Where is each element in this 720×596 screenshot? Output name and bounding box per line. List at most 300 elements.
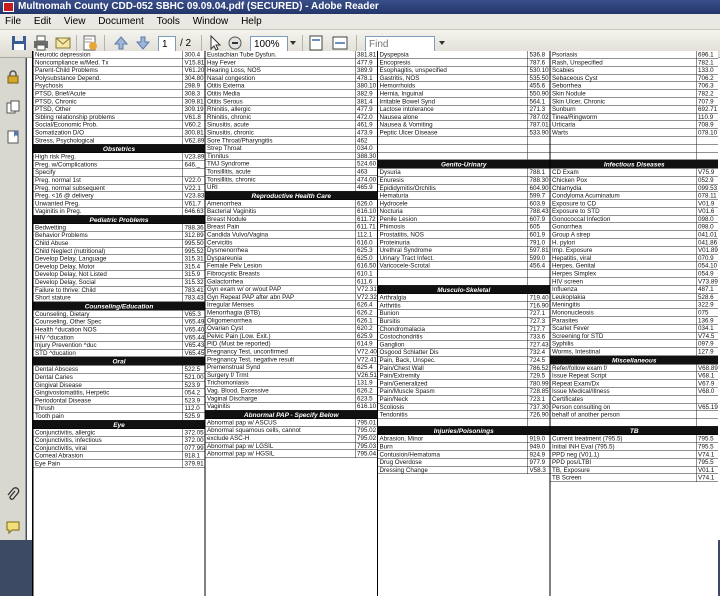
diagnosis-name: Condyloma Acuminatum — [552, 192, 620, 200]
email-icon[interactable] — [54, 34, 72, 52]
table-row — [551, 223, 719, 231]
diagnosis-code: 646._ — [183, 161, 205, 168]
menu-help[interactable]: Help — [241, 16, 262, 27]
table-row — [378, 247, 550, 255]
diagnosis-code: 995.52 — [184, 247, 204, 255]
save-icon[interactable] — [10, 34, 28, 52]
diagnosis-code — [528, 270, 550, 277]
diagnosis-name: Menorrhagia (BTB) — [207, 309, 261, 316]
diagnosis-name: Herpes, Genital — [552, 262, 596, 270]
code-column — [550, 51, 719, 596]
table-row — [34, 121, 205, 129]
table-row — [551, 466, 719, 474]
diagnosis-name: PID (Must be reported) — [207, 340, 271, 348]
diagnosis-name: Enuresis — [379, 176, 404, 184]
table-row — [551, 403, 719, 411]
menu-edit[interactable]: Edit — [33, 16, 52, 27]
diagnosis-code: 616.10 — [357, 207, 377, 215]
diagnosis-code: 782.2 — [696, 90, 718, 97]
table-row — [551, 293, 719, 301]
diagnosis-code: 610.1 — [355, 270, 377, 277]
diagnosis-code: 788.43 — [529, 207, 549, 215]
table-row — [378, 459, 550, 467]
diagnosis-name: Preg. normal 1st — [35, 176, 81, 184]
diagnosis-code: 625.0 — [355, 254, 377, 261]
diagnosis-code: 795.5 — [696, 459, 718, 466]
diagnosis-code: 626.2 — [355, 387, 377, 394]
table-row — [378, 90, 550, 98]
diagnosis-code: 918.1 — [183, 452, 205, 459]
diagnosis-code: 381.81 — [357, 51, 377, 58]
table-row — [34, 59, 205, 67]
diagnosis-code: 727.1 — [528, 310, 550, 317]
menu-bar — [0, 14, 720, 30]
diagnosis-code: 315.32 — [184, 278, 204, 286]
table-row — [551, 332, 719, 340]
diagnosis-name: Chicken Pox — [552, 176, 588, 184]
diagnosis-name — [378, 278, 528, 285]
zoom-out-icon[interactable] — [226, 34, 244, 52]
table-row — [551, 152, 719, 160]
diagnosis-name: Irritable Bowel Synd — [379, 97, 436, 105]
diagnosis-code — [528, 419, 550, 426]
diagnosis-name: Peptic Ulcer Disease — [379, 128, 438, 136]
diagnosis-name: Hay Fever — [207, 58, 236, 66]
diagnosis-code: 599.7 — [528, 192, 550, 199]
table-row — [206, 67, 378, 75]
next-page-icon[interactable] — [134, 34, 152, 52]
diagnosis-code: 616.50 — [357, 262, 377, 270]
diagnosis-code: 309.81 — [184, 97, 204, 105]
diagnosis-code: 787.6 — [528, 59, 550, 66]
diagnosis-name: Tooth pain — [35, 412, 64, 420]
diagnosis-name: Sibling relationship problems — [35, 113, 115, 121]
diagnosis-code: 708.9 — [696, 121, 718, 128]
attachment-icon[interactable] — [6, 488, 20, 502]
diagnosis-name: Oligomenorrhea — [207, 316, 252, 324]
diagnosis-code: 315.4 — [183, 263, 205, 270]
diagnosis-code: V61.8 — [183, 113, 205, 120]
diagnosis-name: Child Abuse — [35, 239, 69, 247]
diagnosis-code: 723.1 — [528, 395, 550, 402]
section-header: Abnormal PAP - Specify Below — [206, 410, 378, 419]
diagnosis-name: Nasal congestion — [207, 74, 255, 82]
diagnosis-name: Parent-Child Problems — [35, 66, 98, 74]
table-row — [206, 239, 378, 247]
table-row — [378, 294, 550, 302]
table-row — [206, 121, 378, 129]
diagnosis-name: Corneal Abrasion — [35, 452, 83, 460]
diagnosis-name: Conjunctivitis, allergic — [35, 428, 96, 436]
table-row — [34, 366, 205, 374]
diagnosis-code: 461.9 — [355, 121, 377, 128]
diagnosis-name: Vaginal Discharge — [207, 394, 258, 402]
table-row — [34, 412, 205, 420]
diagnosis-name: Gingivostomatitis, Herpetic — [35, 389, 110, 397]
diagnosis-code: 389.9 — [355, 67, 377, 74]
diagnosis-name: Develop Delay, Language — [35, 255, 107, 263]
diagnosis-code: 795.02 — [357, 426, 377, 434]
code-column — [377, 51, 550, 596]
fit-width-icon[interactable] — [331, 34, 349, 52]
table-row — [551, 435, 719, 443]
table-row — [34, 286, 205, 294]
fit-page-icon[interactable] — [307, 34, 325, 52]
diagnosis-name: Ganglion — [379, 340, 405, 348]
diagnosis-name: Failure to thrive: Child — [35, 286, 96, 294]
table-row — [551, 348, 719, 356]
table-row — [34, 310, 205, 318]
diagnosis-code: 315.31 — [184, 255, 204, 263]
diagnosis-name: Noncompliance w/Med. Tx — [35, 58, 109, 66]
table-row — [378, 419, 550, 427]
diagnosis-code: 727.43 — [529, 340, 549, 348]
diagnosis-code: 729.5 — [528, 372, 550, 379]
page-number-input[interactable] — [158, 36, 176, 52]
diagnosis-code: 727.3 — [528, 318, 550, 325]
diagnosis-code: V65.45 — [184, 349, 205, 357]
window-title: Multnomah County CDD-052 SBHC 09.09.04.pdf (SECURED) - Adobe Reader — [18, 1, 379, 12]
diagnosis-code: 733.6 — [528, 333, 550, 340]
diagnosis-code: 521.00 — [184, 373, 204, 381]
zoom-level-input[interactable] — [250, 36, 288, 52]
diagnosis-name: PTSD, Brief/Acute — [35, 89, 86, 97]
table-row — [551, 411, 719, 419]
table-row — [378, 121, 550, 129]
diagnosis-name: Short stature — [35, 294, 71, 302]
table-row — [206, 309, 378, 317]
table-row — [34, 334, 205, 342]
diagnosis-code: 041.86 — [698, 238, 718, 246]
table-row — [206, 168, 378, 176]
menu-view[interactable]: View — [63, 16, 86, 27]
menu-document[interactable]: Document — [98, 16, 144, 27]
table-row — [551, 113, 719, 121]
diagnosis-code: 949.0 — [528, 443, 550, 450]
table-row — [206, 286, 378, 294]
diagnosis-name: Sunburn — [552, 105, 576, 113]
table-row — [34, 452, 205, 460]
diagnosis-code: V75.9 — [696, 169, 718, 176]
diagnosis-name: Esophagitis, unspecified — [379, 66, 447, 74]
diagnosis-code: V74.5 — [696, 332, 718, 339]
diagnosis-name: PPD neg (V01.1) — [552, 450, 600, 458]
table-row — [378, 443, 550, 451]
diagnosis-name: Ovarian Cyst — [207, 324, 244, 332]
diagnosis-code: 626.0 — [355, 200, 377, 207]
diagnosis-code: 304.80 — [184, 74, 204, 82]
table-row — [551, 451, 719, 459]
diagnosis-name: Issue Medical/Illness — [552, 387, 610, 395]
comments-icon[interactable] — [6, 520, 20, 534]
diagnosis-name: Dyspepsia — [379, 51, 409, 58]
table-row — [551, 82, 719, 90]
diagnosis-code: V73.89 — [698, 277, 718, 285]
table-row — [206, 301, 378, 309]
diagnosis-name: Breast Nodule — [207, 215, 247, 223]
table-row — [206, 387, 378, 395]
diagnosis-name: Exposure to STD — [552, 207, 600, 215]
diagnosis-code: 300.81 — [184, 128, 204, 136]
diagnosis-code: 625.9 — [355, 332, 377, 339]
diagnosis-name: Otitis Media — [207, 89, 240, 97]
table-row — [206, 59, 378, 67]
diagnosis-name: Rhinitis, allergic — [207, 105, 251, 113]
table-row — [378, 208, 550, 216]
table-row — [206, 215, 378, 223]
adobe-reader-icon — [3, 2, 14, 12]
diagnosis-code: 717.7 — [528, 325, 550, 332]
diagnosis-name: Irregular Menses — [207, 301, 254, 309]
diagnosis-code: V67.9 — [696, 380, 718, 387]
table-row — [551, 90, 719, 98]
table-row — [378, 356, 550, 364]
menu-tools[interactable]: Tools — [156, 16, 180, 27]
table-row — [551, 325, 719, 333]
table-row — [378, 318, 550, 326]
diagnosis-name: Varicocele-Scrotal — [379, 262, 430, 270]
section-header: Obstetrics — [34, 145, 205, 154]
diagnosis-code: V72.40 — [357, 347, 377, 355]
diagnosis-name: Pain/Neck — [379, 395, 408, 403]
diagnosis-name: Influenza — [552, 285, 578, 293]
diagnosis-code — [696, 419, 718, 426]
diagnosis-code: 455.6 — [528, 82, 550, 89]
table-row — [206, 356, 378, 364]
diagnosis-name: Current treatment (795.5) — [552, 435, 623, 443]
diagnosis-code: 603.9 — [528, 200, 550, 207]
diagnosis-code: V68.89 — [698, 364, 718, 372]
diagnosis-name: Rash, Unspecified — [552, 58, 603, 66]
diagnosis-name: Arthritis — [379, 301, 401, 309]
diagnosis-code: 728.85 — [529, 387, 549, 395]
table-row — [206, 340, 378, 348]
diagnosis-code: 707.9 — [696, 98, 718, 105]
table-row — [34, 437, 205, 445]
table-row — [206, 113, 378, 121]
diagnosis-code: 054.2 — [183, 389, 205, 396]
diagnosis-code: 473.9 — [355, 129, 377, 136]
diagnosis-name: Bursitis — [379, 317, 400, 325]
diagnosis-code: V61.7 — [183, 200, 205, 207]
diagnosis-code: 133.0 — [696, 67, 718, 74]
table-row — [378, 192, 550, 200]
diagnosis-code: 112.1 — [355, 231, 377, 238]
table-row — [206, 51, 378, 59]
select-tool-icon[interactable] — [206, 34, 224, 52]
diagnosis-name: Sebaceous Cyst — [552, 74, 598, 82]
document-view[interactable] — [27, 51, 720, 540]
table-row — [378, 262, 550, 270]
bookmarks-icon[interactable] — [6, 130, 20, 144]
table-row — [551, 309, 719, 317]
diagnosis-name: Skin Ulcer, Chronic — [552, 97, 606, 105]
table-row — [378, 466, 550, 474]
table-row — [551, 301, 719, 309]
table-row — [206, 160, 378, 168]
table-row — [206, 90, 378, 98]
diagnosis-code: 110.9 — [696, 113, 718, 120]
diagnosis-code: V65.40 — [184, 326, 205, 333]
diagnosis-name: Rhinitis, chronic — [207, 113, 252, 121]
diagnosis-name: Strep Throat — [207, 144, 242, 152]
diagnosis-code: 620.2 — [355, 325, 377, 332]
menu-file[interactable]: File — [5, 16, 22, 27]
diagnosis-name — [551, 145, 697, 152]
diagnosis-code: 524.60 — [357, 160, 377, 168]
table-row — [34, 342, 205, 350]
table-row — [551, 137, 719, 145]
diagnosis-name: Hemorrhoids — [379, 82, 416, 90]
table-row — [206, 82, 378, 90]
diagnosis-name: Contusion/Hematoma — [379, 450, 440, 458]
table-row — [34, 153, 205, 161]
diagnosis-code: 099.53 — [698, 184, 718, 192]
table-row — [551, 419, 719, 427]
diagnosis-code: 308.3 — [183, 90, 205, 97]
diagnosis-name: URI — [207, 183, 218, 191]
diagnosis-name: Proteinuria — [379, 238, 410, 246]
find-input[interactable] — [365, 36, 435, 52]
diagnosis-name: Sinusitis, chronic — [207, 128, 254, 136]
table-row — [378, 231, 550, 239]
diagnosis-name: Epididymitis/Orchitis — [379, 184, 436, 192]
diagnosis-name: Conjunctivitis, viral — [35, 444, 87, 452]
diagnosis-name: Vaginitis in Preg. — [35, 207, 82, 215]
diagnosis-code: 465.9 — [355, 184, 377, 191]
table-row — [551, 74, 719, 82]
diagnosis-code: 724.5 — [528, 356, 550, 363]
diagnosis-name — [378, 270, 528, 277]
diagnosis-name: Mononucleosis — [552, 309, 594, 316]
diagnosis-code: 626.1 — [355, 317, 377, 324]
table-row — [551, 192, 719, 200]
diagnosis-name: Counseling, Other Spec — [35, 318, 102, 326]
table-row — [551, 364, 719, 372]
diagnosis-code: 379.91 — [184, 459, 204, 467]
diagnosis-name: Imp. Exposure — [552, 246, 593, 254]
table-row — [378, 74, 550, 82]
diagnosis-name: Psoriasis — [552, 51, 578, 58]
diagnosis-code: 136.9 — [696, 317, 718, 324]
diagnosis-code: 601.9 — [528, 231, 550, 238]
section-header: Counseling/Education — [34, 302, 205, 311]
diagnosis-code: 456.4 — [528, 262, 550, 269]
diagnosis-name: Urinary Tract Infect. — [379, 254, 435, 262]
diagnosis-name: TB Screen — [552, 474, 582, 482]
print-icon[interactable] — [32, 34, 50, 52]
diagnosis-code: V23.89 — [184, 153, 205, 161]
table-row — [34, 106, 205, 114]
diagnosis-name: HIV screen — [552, 277, 583, 285]
table-row — [551, 239, 719, 247]
diagnosis-code — [696, 145, 718, 152]
table-row — [378, 137, 550, 145]
diagnosis-code: 522.5 — [183, 366, 205, 373]
diagnosis-name: Abrasion, Minor — [379, 435, 424, 443]
diagnosis-name: Develop Delay, Motor — [35, 262, 95, 270]
diagnosis-name: Specify — [35, 168, 56, 176]
chevron-down-icon[interactable] — [288, 34, 298, 52]
diagnosis-name: Arthralgia — [379, 294, 407, 302]
diagnosis-name: Prostatitis, NOS — [379, 231, 424, 239]
diagnosis-code: V65.3 — [183, 310, 205, 317]
diagnosis-code: 924.9 — [528, 451, 550, 458]
diagnosis-name: Thrush — [35, 404, 55, 412]
diagnosis-code: V23.83 — [184, 192, 205, 200]
diagnosis-name: Preg. <16 @ delivery — [35, 192, 94, 200]
diagnosis-name: Gyn Repeat PAP after abn PAP — [207, 293, 295, 301]
table-row — [378, 395, 550, 403]
diagnosis-code: 626.4 — [355, 301, 377, 308]
table-row — [206, 200, 378, 208]
document-properties-icon[interactable] — [81, 34, 99, 52]
diagnosis-code: 078.11 — [698, 192, 717, 200]
diagnosis-name — [378, 137, 528, 144]
table-row — [34, 247, 205, 255]
table-row — [206, 254, 378, 262]
diagnosis-name: Dysuria — [379, 168, 401, 176]
lock-icon[interactable] — [6, 70, 20, 84]
menu-window[interactable]: Window — [192, 16, 229, 27]
diagnosis-name: STD ^ducation — [35, 349, 76, 357]
table-row — [378, 59, 550, 67]
table-row — [34, 113, 205, 121]
table-row — [378, 325, 550, 333]
diagnosis-name: Herpes Simplex — [552, 270, 597, 278]
diagnosis-code: 054.10 — [698, 262, 718, 270]
diagnosis-name: Dental Abscess — [35, 365, 79, 373]
table-row — [551, 129, 719, 137]
diagnosis-name: Counseling, Dietary — [35, 310, 90, 318]
diagnosis-name: CD Exam — [552, 168, 579, 176]
diagnosis-name: Cervicitis — [207, 238, 233, 246]
diagnosis-code — [528, 278, 550, 285]
table-row — [551, 176, 719, 184]
table-row — [378, 278, 550, 286]
table-row — [378, 67, 550, 75]
diagnosis-name: Psychosis — [35, 82, 64, 90]
table-row — [378, 302, 550, 310]
diagnosis-code: 706.2 — [696, 74, 718, 81]
diagnosis-name: Health ^ducation NOS — [35, 326, 97, 333]
diagnosis-code: 312.89 — [184, 231, 204, 239]
table-row — [206, 137, 378, 145]
diagnosis-code: 782.1 — [696, 59, 718, 66]
diagnosis-code: 309.19 — [184, 105, 204, 113]
diagnosis-name: Encopresis — [379, 58, 411, 66]
diagnosis-name: Seborrhea — [552, 82, 582, 90]
chevron-down-icon[interactable] — [437, 34, 447, 52]
table-row — [551, 121, 719, 129]
table-row — [551, 169, 719, 177]
diagnosis-code: 487.1 — [696, 286, 718, 293]
diagnosis-name: Gonococcal Infection — [552, 215, 611, 223]
pages-icon[interactable] — [6, 100, 20, 114]
table-row — [378, 364, 550, 372]
diagnosis-code: 381.4 — [355, 98, 377, 105]
table-row — [551, 98, 719, 106]
diagnosis-name: Group A strep — [552, 231, 591, 239]
table-row — [378, 113, 550, 121]
previous-page-icon[interactable] — [112, 34, 130, 52]
diagnosis-code: 795.04 — [357, 450, 377, 458]
diagnosis-code: V65.19 — [698, 403, 718, 411]
table-row — [34, 224, 205, 232]
diagnosis-code: V15.81 — [184, 58, 205, 66]
diagnosis-name: Eye Pain — [35, 459, 61, 467]
diagnosis-name: Burn — [379, 442, 393, 450]
